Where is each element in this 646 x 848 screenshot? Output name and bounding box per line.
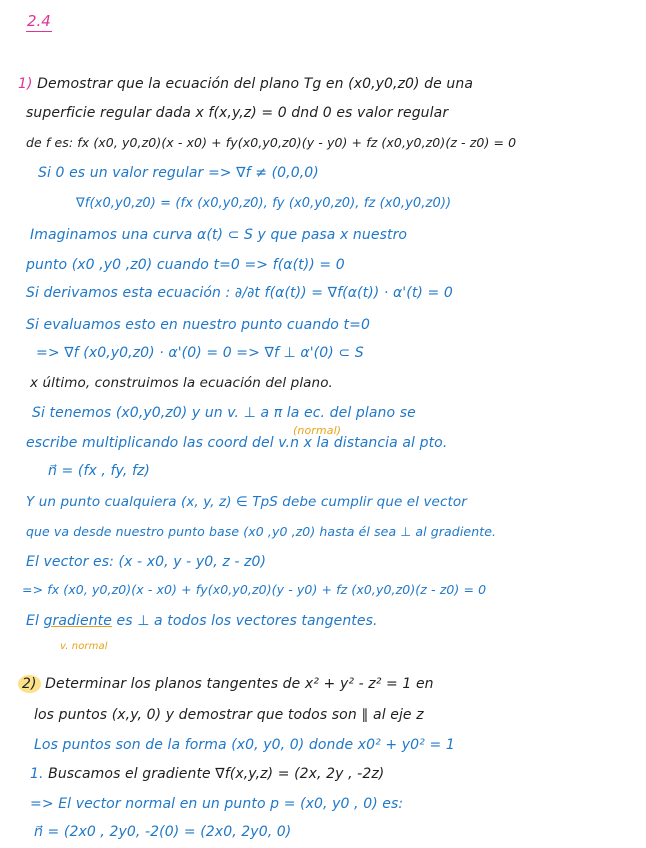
derivative-equation: Si derivamos esta ecuación : ∂/∂t f(α(t)) = ∇f(α(t)) · α'(t) = 0 <box>26 285 453 301</box>
tangent-plane-equation: => fx (x0, y0,z0)(x - x0) + fy(x0,y0,z0)(y - y0) + fz (x0,y0,z0)(z - z0) = 0 <box>22 582 487 597</box>
gradiente-word: gradiente <box>43 613 112 629</box>
solution-2-line-5: => El vector normal en un punto p = (x0, y0 , 0) es: <box>30 796 404 812</box>
problem-1-statement: Demostrar que la ecuación del plano Tg en (x0,y0,z0) de una <box>32 76 474 92</box>
conclusion-start: El <box>26 613 44 629</box>
normal-vector: n⃗ = (fx , fy, fz) <box>48 463 150 479</box>
conclusion-end: es ⊥ a todos los vectores tangentes. <box>112 613 378 629</box>
normal-annotation: (normal) <box>293 424 342 437</box>
problem-1-line-2: superficie regular dada x f(x,y,z) = 0 dnd 0 es valor regular <box>26 105 449 121</box>
problem-1-number: 1) <box>18 76 33 92</box>
problem-2-line-2: los puntos (x,y, 0) y demostrar que todos son ∥ al eje z <box>34 707 424 723</box>
solution-2-line-3: Los puntos son de la forma (x0, y0, 0) donde x0² + y0² = 1 <box>34 737 455 753</box>
step-number: 1. <box>30 766 44 782</box>
gradient-definition: ∇f(x0,y0,z0) = (fx (x0,y0,z0), fy (x0,y0,z0), fz (x0,y0,z0)) <box>76 196 452 211</box>
solution-1-line-9: Si evaluamos esto en nuestro punto cuando t=0 <box>26 317 370 333</box>
section-heading: 2.4 <box>27 12 51 30</box>
solution-1-line-7: punto (x0 ,y0 ,z0) cuando t=0 => f(α(t)) = 0 <box>26 257 345 273</box>
problem-2-line-1 <box>18 675 434 693</box>
problem-1-line-3: de f es: fx (x0, y0,z0)(x - x0) + fy(x0,y0,z0)(y - y0) + fz (x0,y0,z0)(z - z0) = 0 <box>26 135 517 150</box>
plane-construction-intro: x último, construimos la ecuación del plano. <box>30 375 333 391</box>
solution-1-line-15: Y un punto cualquiera (x, y, z) ∈ TpS debe cumplir que el vector <box>26 494 467 510</box>
vnormal-annotation: v. normal <box>60 641 108 652</box>
solution-1-line-16: que va desde nuestro punto base (x0 ,y0 ,z0) hasta él sea ⊥ al gradiente. <box>26 524 497 539</box>
problem-1-line-1 <box>18 75 473 93</box>
solution-1-line-13: escribe multiplicando las coord del v.n x la distancia al pto. <box>26 435 448 451</box>
vector-expression: El vector es: (x - x0, y - y0, z - z0) <box>26 554 267 570</box>
solution-1-line-19 <box>26 612 378 630</box>
solution-1-line-4: Si 0 es un valor regular => ∇f ≠ (0,0,0) <box>38 165 319 181</box>
solution-1-line-6: Imaginamos una curva α(t) ⊂ S y que pasa x nuestro <box>30 227 408 243</box>
problem-2-number: 2) <box>18 675 41 693</box>
solution-2-line-4 <box>30 765 384 783</box>
solution-1-line-10: => ∇f (x0,y0,z0) · α'(0) = 0 => ∇f ⊥ α'(0) ⊂ S <box>36 345 364 361</box>
problem-2-statement: Determinar los planos tangentes de x² + y² - z² = 1 en <box>40 676 434 692</box>
solution-2-line-6: n⃗ = (2x0 , 2y0, -2(0) = (2x0, 2y0, 0) <box>34 824 292 840</box>
solution-1-line-12: Si tenemos (x0,y0,z0) y un v. ⊥ a π la ec. del plano se <box>32 405 416 421</box>
gradient-step: Buscamos el gradiente ∇f(x,y,z) = (2x, 2y , -2z) <box>43 766 385 782</box>
